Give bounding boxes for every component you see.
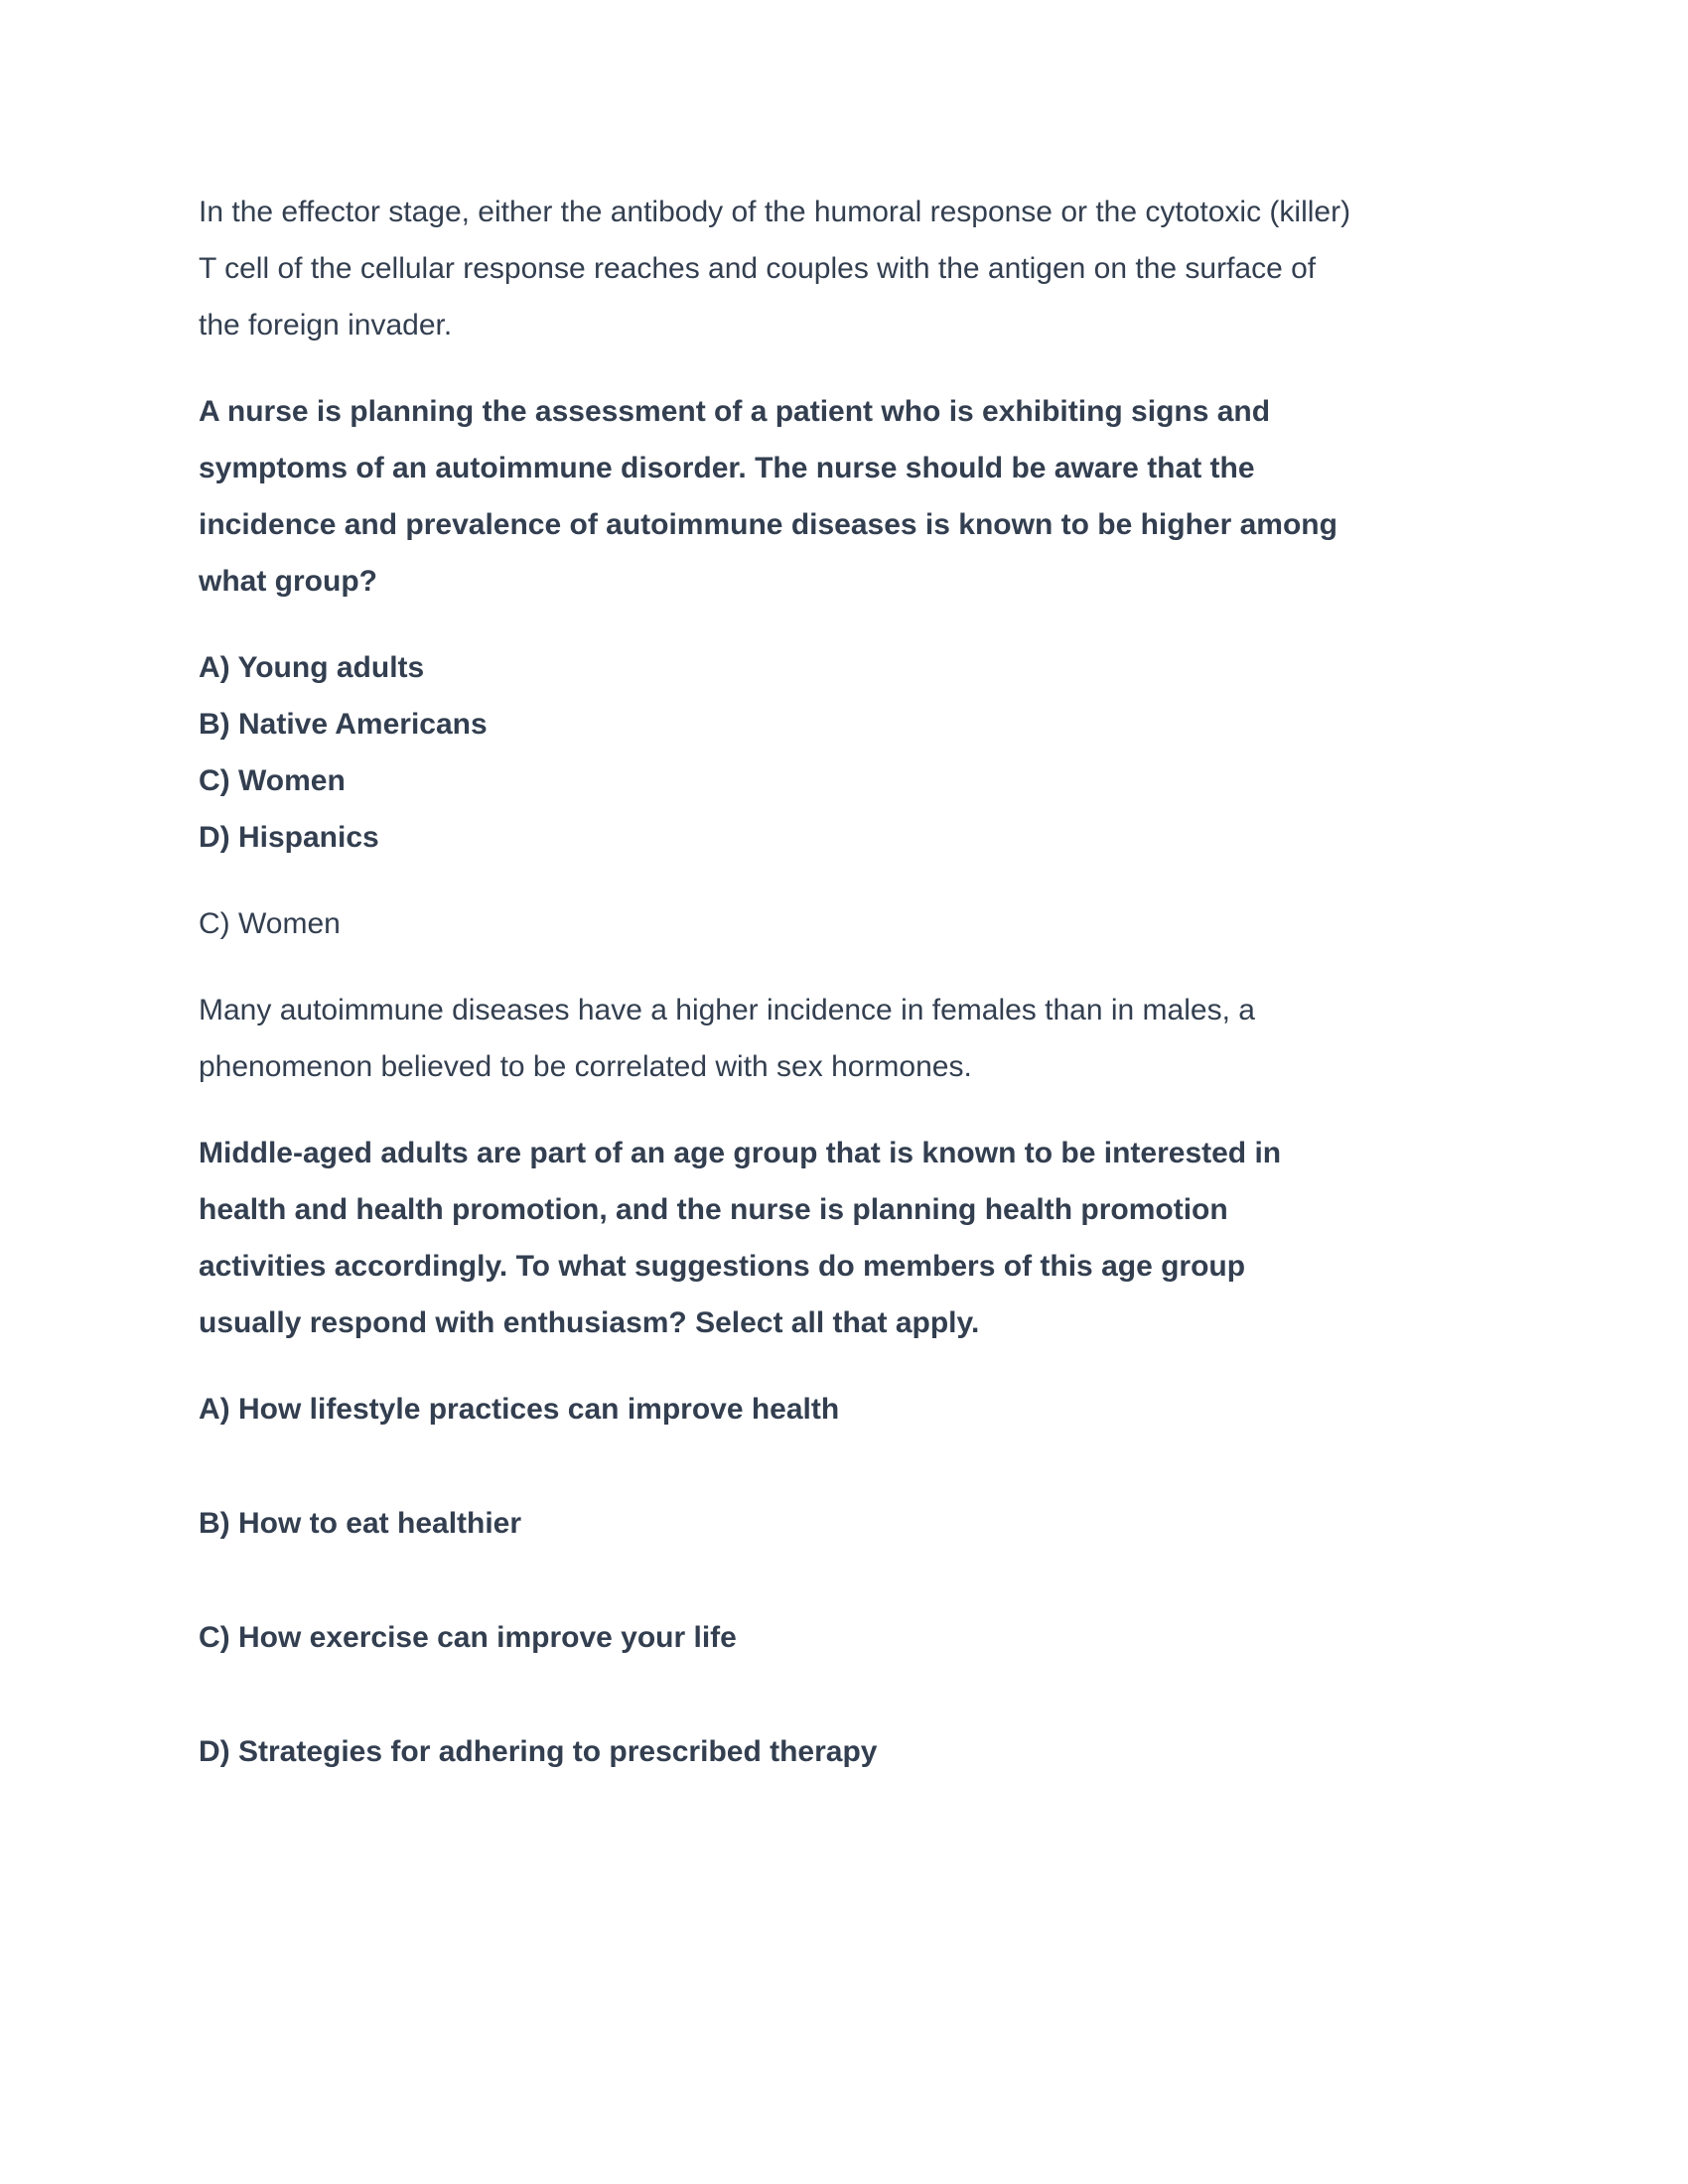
question-1-rationale <box>199 982 1509 1095</box>
option-a: A) How lifestyle practices can improve health <box>199 1393 840 1426</box>
text-line: the foreign invader. <box>199 309 453 341</box>
option-c: C) How exercise can improve your life <box>199 1621 737 1654</box>
question-2-option-c <box>199 1609 1509 1666</box>
text-line: activities accordingly. To what suggestions do members of this age group <box>199 1250 1246 1283</box>
paragraph-effector-stage <box>199 184 1509 353</box>
option-a: A) Young adults <box>199 651 425 684</box>
question-2-option-a <box>199 1381 1509 1437</box>
option-b: B) Native Americans <box>199 708 488 741</box>
text-line: A nurse is planning the assessment of a patient who is exhibiting signs and <box>199 395 1271 428</box>
text-line: what group? <box>199 565 377 598</box>
question-2-text <box>199 1125 1509 1351</box>
question-1-options <box>199 639 1509 866</box>
text-line: symptoms of an autoimmune disorder. The nurse should be aware that the <box>199 452 1255 484</box>
text-line: phenomenon believed to be correlated with sex hormones. <box>199 1050 972 1083</box>
answer-text: C) Women <box>199 907 341 940</box>
question-2-option-b <box>199 1495 1509 1552</box>
option-b: B) How to eat healthier <box>199 1507 522 1540</box>
text-line: Middle-aged adults are part of an age group that is known to be interested in <box>199 1137 1282 1169</box>
text-line: T cell of the cellular response reaches and couples with the antigen on the surface of <box>199 252 1317 285</box>
option-d: D) Strategies for adhering to prescribed therapy <box>199 1735 878 1768</box>
question-1-text <box>199 383 1509 610</box>
text-line: incidence and prevalence of autoimmune diseases is known to be higher among <box>199 508 1337 541</box>
text-line: health and health promotion, and the nurse is planning health promotion <box>199 1193 1228 1226</box>
question-2-option-d <box>199 1723 1509 1780</box>
option-c: C) Women <box>199 764 346 797</box>
text-line: usually respond with enthusiasm? Select all that apply. <box>199 1306 980 1339</box>
text-line: In the effector stage, either the antibody of the humoral response or the cytotoxic (killer) <box>199 196 1351 228</box>
option-d: D) Hispanics <box>199 821 379 854</box>
question-1-answer <box>199 895 1509 952</box>
text-line: Many autoimmune diseases have a higher incidence in females than in males, a <box>199 994 1255 1026</box>
